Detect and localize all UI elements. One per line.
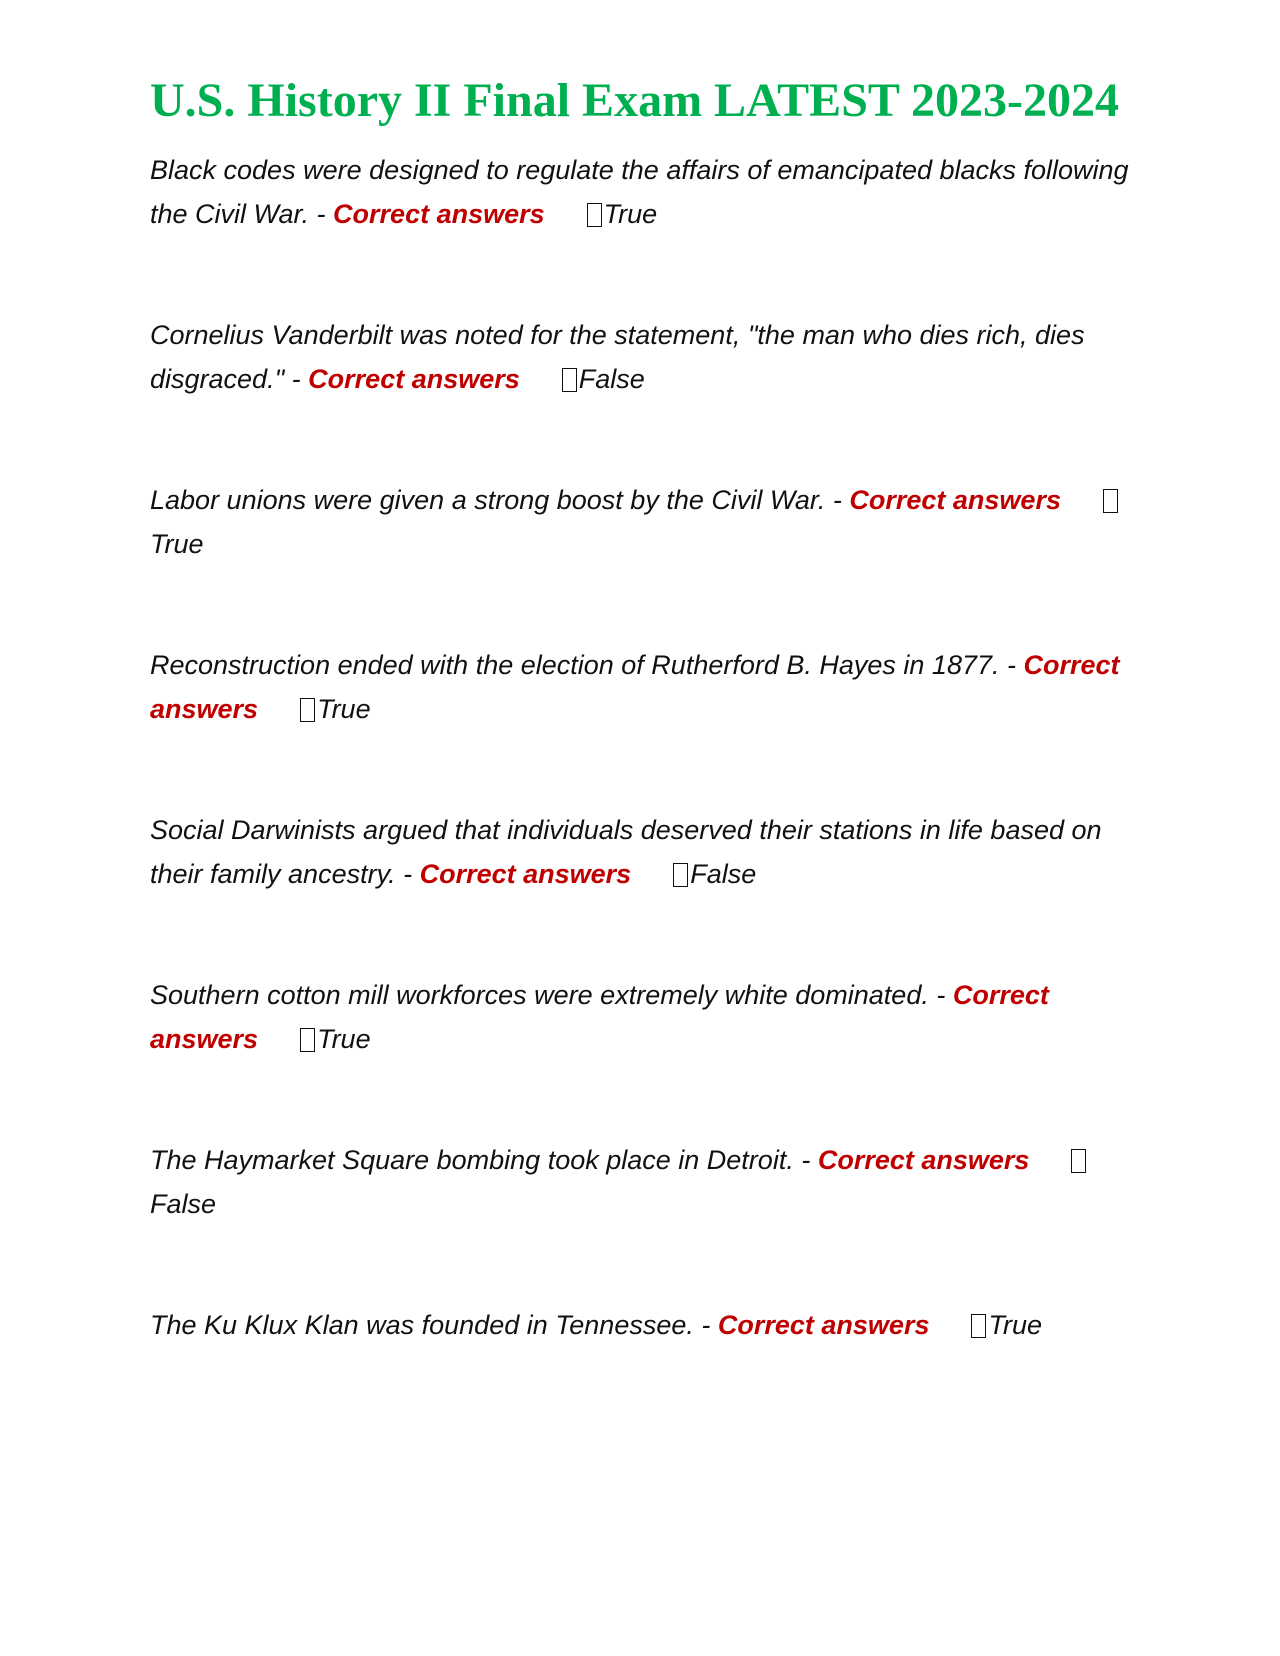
answer-text: False: [150, 1189, 217, 1219]
question-text: Southern cotton mill workforces were extremely white dominated. -: [150, 980, 946, 1010]
checkbox-glyph-icon: [562, 368, 577, 392]
correct-answers-label: Correct answers: [849, 485, 1061, 515]
answer-text: False: [690, 859, 757, 889]
document-title: U.S. History II Final Exam LATEST 2023-2024: [150, 74, 1120, 127]
question-text: Black codes were designed to regulate the affairs of emancipated blacks following the Civil War. -: [150, 155, 1129, 229]
question-item: [150, 478, 1140, 566]
correct-answers-label: Correct answers: [150, 650, 1120, 724]
document-page: [150, 72, 1140, 1424]
correct-answers-label: Correct answers: [419, 859, 632, 889]
question-item: [150, 973, 1140, 1061]
question-text: The Haymarket Square bombing took place in Detroit. -: [150, 1145, 811, 1175]
question-text: Social Darwinists argued that individuals deserved their stations in life based on their family ancestry. -: [150, 815, 1102, 889]
checkbox-glyph-icon: [971, 1314, 986, 1338]
answer-text: True: [317, 694, 371, 724]
correct-answers-label: Correct answers: [717, 1310, 930, 1340]
correct-answers-label: Correct answers: [817, 1145, 1030, 1175]
question-item: [150, 313, 1140, 401]
checkbox-glyph-icon: [587, 203, 602, 227]
answer-text: True: [150, 529, 204, 559]
question-text: The Ku Klux Klan was founded in Tennessee. -: [150, 1310, 711, 1340]
checkbox-glyph-icon: [300, 1028, 315, 1052]
checkbox-glyph-icon: [1071, 1149, 1086, 1173]
answer-text: True: [988, 1310, 1042, 1340]
checkbox-glyph-icon: [1103, 489, 1118, 513]
question-text: Cornelius Vanderbilt was noted for the statement, "the man who dies rich, dies disgraced." -: [150, 320, 1085, 394]
answer-text: True: [317, 1024, 371, 1054]
answer-text: True: [603, 199, 658, 229]
checkbox-glyph-icon: [300, 698, 315, 722]
question-item: [150, 808, 1140, 896]
correct-answers-label: Correct answers: [150, 980, 1049, 1054]
question-list: [150, 148, 1140, 1347]
question-item: [150, 1138, 1140, 1226]
question-text: Labor unions were given a strong boost by the Civil War. -: [150, 485, 842, 515]
checkbox-glyph-icon: [673, 863, 688, 887]
question-item: [150, 643, 1140, 731]
question-text: Reconstruction ended with the election of Rutherford B. Hayes in 1877. -: [150, 650, 1016, 680]
question-item: [150, 1303, 1140, 1347]
answer-text: False: [578, 364, 645, 394]
question-item: [150, 148, 1140, 236]
correct-answers-label: Correct answers: [333, 199, 545, 229]
correct-answers-label: Correct answers: [308, 364, 520, 394]
